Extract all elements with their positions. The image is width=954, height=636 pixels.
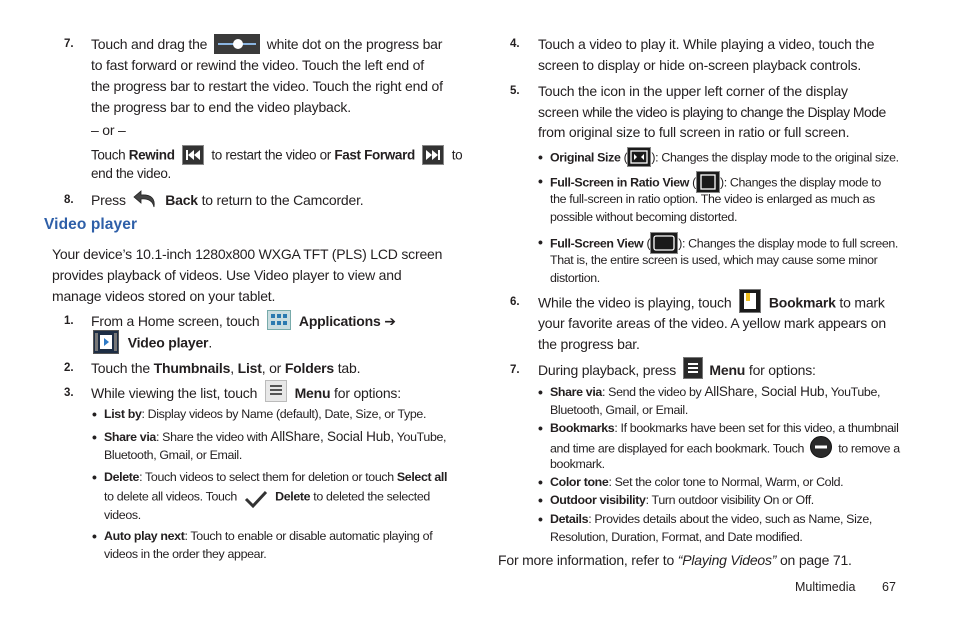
step-number: 7. [510,364,520,376]
step-number: 6. [510,296,520,308]
text: and time are displayed for each bookmark. Touch [550,441,805,456]
back-label: Back [165,192,198,208]
text: : Touch to enable or disable automatic playing of [184,529,433,543]
text: , or [261,360,282,376]
color-tone-label: Color tone [550,475,609,489]
bullet-dot: • [538,234,543,250]
step-number: 2. [64,362,74,374]
bullet-text: videos in the order they appear. [104,547,267,561]
text: While viewing the list, touch [91,385,258,401]
reference-text [498,550,852,571]
details-label: Details [550,512,589,526]
rewind-label: Rewind [128,147,175,163]
text: : Send the video by [601,385,702,399]
bullet-text: Bluetooth, Gmail, or Email. [104,448,242,462]
text: Touch [91,147,126,163]
step-text: the progress bar to restart the video. Touch the right end of [91,78,443,94]
step-number: 4. [510,38,520,50]
outdoor-visibility-label: Outdoor visibility [550,493,646,507]
text: AllShare, Social Hub, [704,384,828,399]
delete-label: Delete [275,489,311,504]
text: : Touch videos to select them for deletion or touch [139,470,394,484]
bullet-dot: • [538,511,543,527]
video-player-icon [93,330,119,354]
bullet-text: That is, the entire screen is used, which may cause some minor [550,253,878,267]
or-separator: – or – [91,122,126,138]
bullet-dot: • [92,528,97,544]
text: for options: [334,385,401,401]
text: , [230,360,234,376]
remove-icon [809,435,833,459]
text: while the video is playing to change the Display Mode [582,104,886,120]
text: to delete all videos. Touch [104,489,237,504]
text: ( [623,150,628,165]
bullet-text [550,491,814,510]
menu-label: Menu [294,385,331,401]
step-number: 5. [510,85,520,97]
text: : Provides details about the video, such as Name, Size, [588,512,872,526]
text: During playback, press [538,362,676,378]
text: ): Changes the display mode to [719,175,881,190]
video-player-label: Video player [127,334,209,351]
footer-section: Multimedia [795,580,856,594]
menu-label: Menu [709,362,746,378]
text: to remove a [838,441,900,456]
step-number: 8. [64,194,74,206]
bullet-text: Resolution, Duration, Format, and Date modified. [550,530,803,544]
step-text: to fast forward or rewind the video. Touch the left end of [91,57,424,73]
text: ( [646,236,651,251]
checkmark-icon [243,488,269,510]
original-size-label: Original Size [550,150,621,165]
bullet-text [104,428,446,447]
step-text: screen to display or hide on-screen playback controls. [538,57,862,73]
bullet-text [104,486,430,508]
menu-icon [265,380,287,402]
text: Press [91,192,126,208]
step-text [93,332,212,356]
step-text: from original size to full screen in ratio or full screen. [538,124,850,140]
bookmark-icon [739,289,761,313]
bullet-text: videos. [104,508,141,522]
step-text [91,34,442,55]
bullet-dot: • [538,492,543,508]
intro-line: manage videos stored on your tablet. [52,288,276,304]
bullet-dot: • [92,469,97,485]
text: white dot on the progress bar [266,36,443,52]
progress-bar-icon [214,34,260,54]
text: to mark [839,294,885,311]
rewind-icon [182,145,204,165]
applications-icon [267,310,291,330]
step-text [91,383,401,405]
fast-forward-icon [422,145,444,165]
delete-label: Delete [104,470,140,484]
bullet-text [550,419,898,438]
text: YouTube, [830,385,881,399]
bullet-text: distortion. [550,271,600,285]
bullet-text [550,148,899,168]
fast-forward-label: Fast Forward [334,147,415,163]
step-text [91,311,396,332]
text: to deleted the selected [313,489,430,504]
full-screen-in-ratio-view-label: Full-Screen in Ratio View [550,175,690,190]
folders-label: Folders [284,360,334,376]
menu-icon [683,357,703,379]
bullet-text [550,473,843,492]
text: Touch the [91,360,150,376]
step-text: the progress bar. [538,336,640,352]
bullet-text [104,405,426,424]
share-via-label: Share via [104,430,156,444]
select-all-label: Select all [396,470,448,484]
text: ): Changes the display mode to full screen. [678,236,899,251]
text: . [208,334,213,351]
step-text: Touch a video to play it. While playing a video, touch the [538,36,875,52]
full-screen-view-label: Full-Screen View [550,236,644,251]
auto-play-next-label: Auto play next [104,529,185,543]
step-text: end the video. [91,166,171,181]
text: to restart the video or [211,147,331,163]
page-number: 67 [882,580,896,594]
bullet-text: possible without becoming distorted. [550,210,738,224]
reference-link[interactable]: “Playing Videos” [677,552,777,568]
step-text [538,360,816,382]
text: Touch and drag the [91,36,208,52]
list-by-label: List by [104,407,142,421]
step-text: Touch the icon in the upper left corner of the display [538,83,848,99]
text: ): Changes the display mode to the original size. [651,150,899,165]
bullet-text: Bluetooth, Gmail, or Email. [550,403,688,417]
text: for options: [748,362,816,378]
step-text: your favorite areas of the video. A yellow mark appears on [538,315,886,331]
step-text [91,358,360,379]
bookmark-label: Bookmark [768,294,836,311]
share-via-label: Share via [550,385,602,399]
text: screen [538,104,579,120]
applications-label: Applications ➔ [298,313,396,329]
text: : Set the color tone to Normal, Warm, or Cold. [608,475,844,489]
bookmarks-label: Bookmarks [550,421,615,435]
step-number: 1. [64,315,74,327]
bullet-dot: • [538,173,543,189]
step-number: 7. [64,38,74,50]
step-text [91,190,363,212]
bullet-dot: • [538,420,543,436]
text: to return to the Camcorder. [201,192,364,208]
step-text [91,146,462,166]
text: tab. [337,360,361,376]
text: on page 71. [779,552,852,568]
list-label: List [237,360,262,376]
bullet-text: bookmark. [550,457,605,471]
text: From a Home screen, touch [91,313,260,329]
original-size-icon [627,147,651,167]
text: For more information, refer to [498,552,675,568]
text: : Display videos by Name (default), Date, Size, or Type. [141,407,427,421]
text: to [451,147,463,163]
step-text: the progress bar to end the video playback. [91,99,351,115]
intro-line: provides playback of videos. Use Video player to view and [52,267,402,283]
text: While the video is playing, touch [538,294,732,311]
bullet-text: the full-screen in ratio option. The video is enlarged as much as [550,192,875,206]
thumbnails-label: Thumbnails [153,360,231,376]
section-heading: Video player [44,216,138,233]
bullet-dot: • [538,474,543,490]
bullet-text [104,468,447,487]
text: AllShare, Social Hub, [270,429,394,444]
bullet-dot: • [92,406,97,422]
bullet-dot: • [538,384,543,400]
text: : If bookmarks have been set for this video, a thumbnail [614,421,899,435]
bullet-text [550,383,880,402]
step-number: 3. [64,387,74,399]
bullet-dot: • [92,429,97,445]
back-icon [132,188,160,210]
text: : Share the video with [155,430,268,444]
text: YouTube, [396,430,447,444]
step-text [538,102,886,123]
text: : Turn outdoor visibility On or Off. [645,493,814,507]
bullet-text [104,527,432,546]
bullet-text [550,510,872,529]
text: ( [692,175,696,190]
bullet-dot: • [538,149,543,165]
intro-line: Your device’s 10.1-inch 1280x800 WXGA TFT (PLS) LCD screen [52,246,443,262]
